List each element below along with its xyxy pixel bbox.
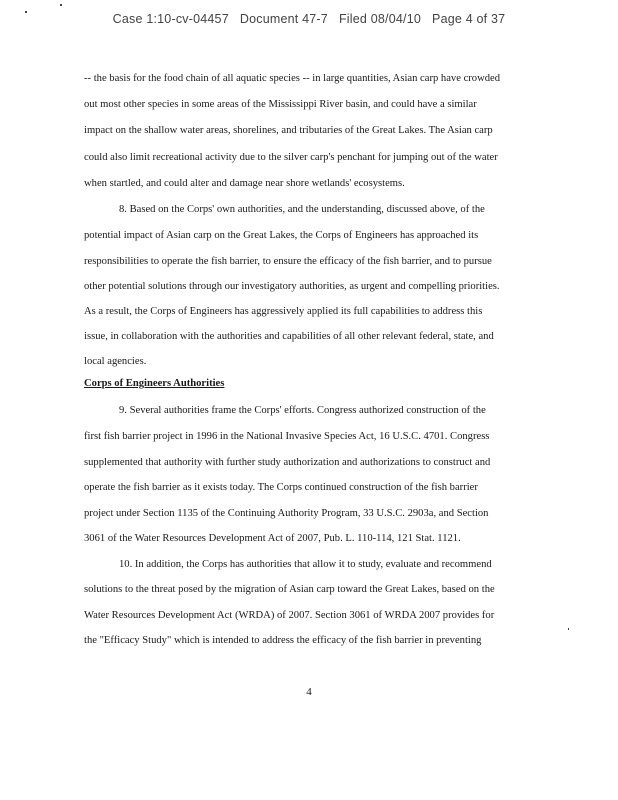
document-number: Document 47-7 xyxy=(239,12,328,26)
body-line: solutions to the threat posed by the migration of Asian carp toward the Great Lakes, based on the xyxy=(84,584,495,595)
case-number: 1:10-cv-04457 xyxy=(146,12,229,26)
case-header xyxy=(0,12,618,26)
body-line: potential impact of Asian carp on the Great Lakes, the Corps of Engineers has approached its xyxy=(84,230,479,241)
paragraph-8-first-line: 8. Based on the Corps' own authorities, and the understanding, discussed above, of the xyxy=(119,204,485,215)
body-line: operate the fish barrier as it exists today. The Corps continued construction of the fish barrier xyxy=(84,482,478,493)
body-line: the "Efficacy Study" which is intended to address the efficacy of the fish barrier in preventing xyxy=(84,635,482,646)
page-of: Page 4 of 37 xyxy=(432,12,506,26)
body-line: -- the basis for the food chain of all aquatic species -- in large quantities, Asian carp have crowded xyxy=(84,73,501,84)
body-line: other potential solutions through our investigatory authorities, as urgent and compelling priorities. xyxy=(84,281,500,292)
filed-date: Filed 08/04/10 xyxy=(338,12,421,26)
scan-speck xyxy=(568,628,569,630)
body-line: impact on the shallow water areas, shorelines, and tributaries of the Great Lakes. The Asian carp xyxy=(84,125,493,136)
case-label: Case xyxy=(112,12,143,26)
paragraph-10-first-line: 10. In addition, the Corps has authorities that allow it to study, evaluate and recommend xyxy=(119,559,492,570)
body-line: project under Section 1135 of the Continuing Authority Program, 33 U.S.C. 2903a, and Section xyxy=(84,508,489,519)
body-line: supplemented that authority with further study authorization and authorizations to construct and xyxy=(84,457,491,468)
page-number: 4 xyxy=(306,686,312,698)
body-line: issue, in collaboration with the authorities and capabilities of all other relevant federal, state, and xyxy=(84,331,494,342)
section-heading: Corps of Engineers Authorities xyxy=(84,378,225,389)
body-line: when startled, and could alter and damage near shore wetlands' ecosystems. xyxy=(84,178,405,189)
scan-speck xyxy=(60,4,62,6)
body-line: As a result, the Corps of Engineers has aggressively applied its full capabilities to address this xyxy=(84,306,483,317)
body-line: out most other species in some areas of the Mississippi River basin, and could have a similar xyxy=(84,99,477,110)
body-line: first fish barrier project in 1996 in the National Invasive Species Act, 16 U.S.C. 4701. Congress xyxy=(84,431,490,442)
body-line: local agencies. xyxy=(84,356,147,367)
body-line: 3061 of the Water Resources Development Act of 2007, Pub. L. 110-114, 121 Stat. 1121. xyxy=(84,533,461,544)
body-line: responsibilities to operate the fish barrier, to ensure the efficacy of the fish barrier, and to pursue xyxy=(84,256,492,267)
body-line: Water Resources Development Act (WRDA) of 2007. Section 3061 of WRDA 2007 provides for xyxy=(84,610,495,621)
body-line: could also limit recreational activity due to the silver carp's penchant for jumping out of the water xyxy=(84,152,498,163)
paragraph-9-first-line: 9. Several authorities frame the Corps' efforts. Congress authorized construction of the xyxy=(119,405,486,416)
